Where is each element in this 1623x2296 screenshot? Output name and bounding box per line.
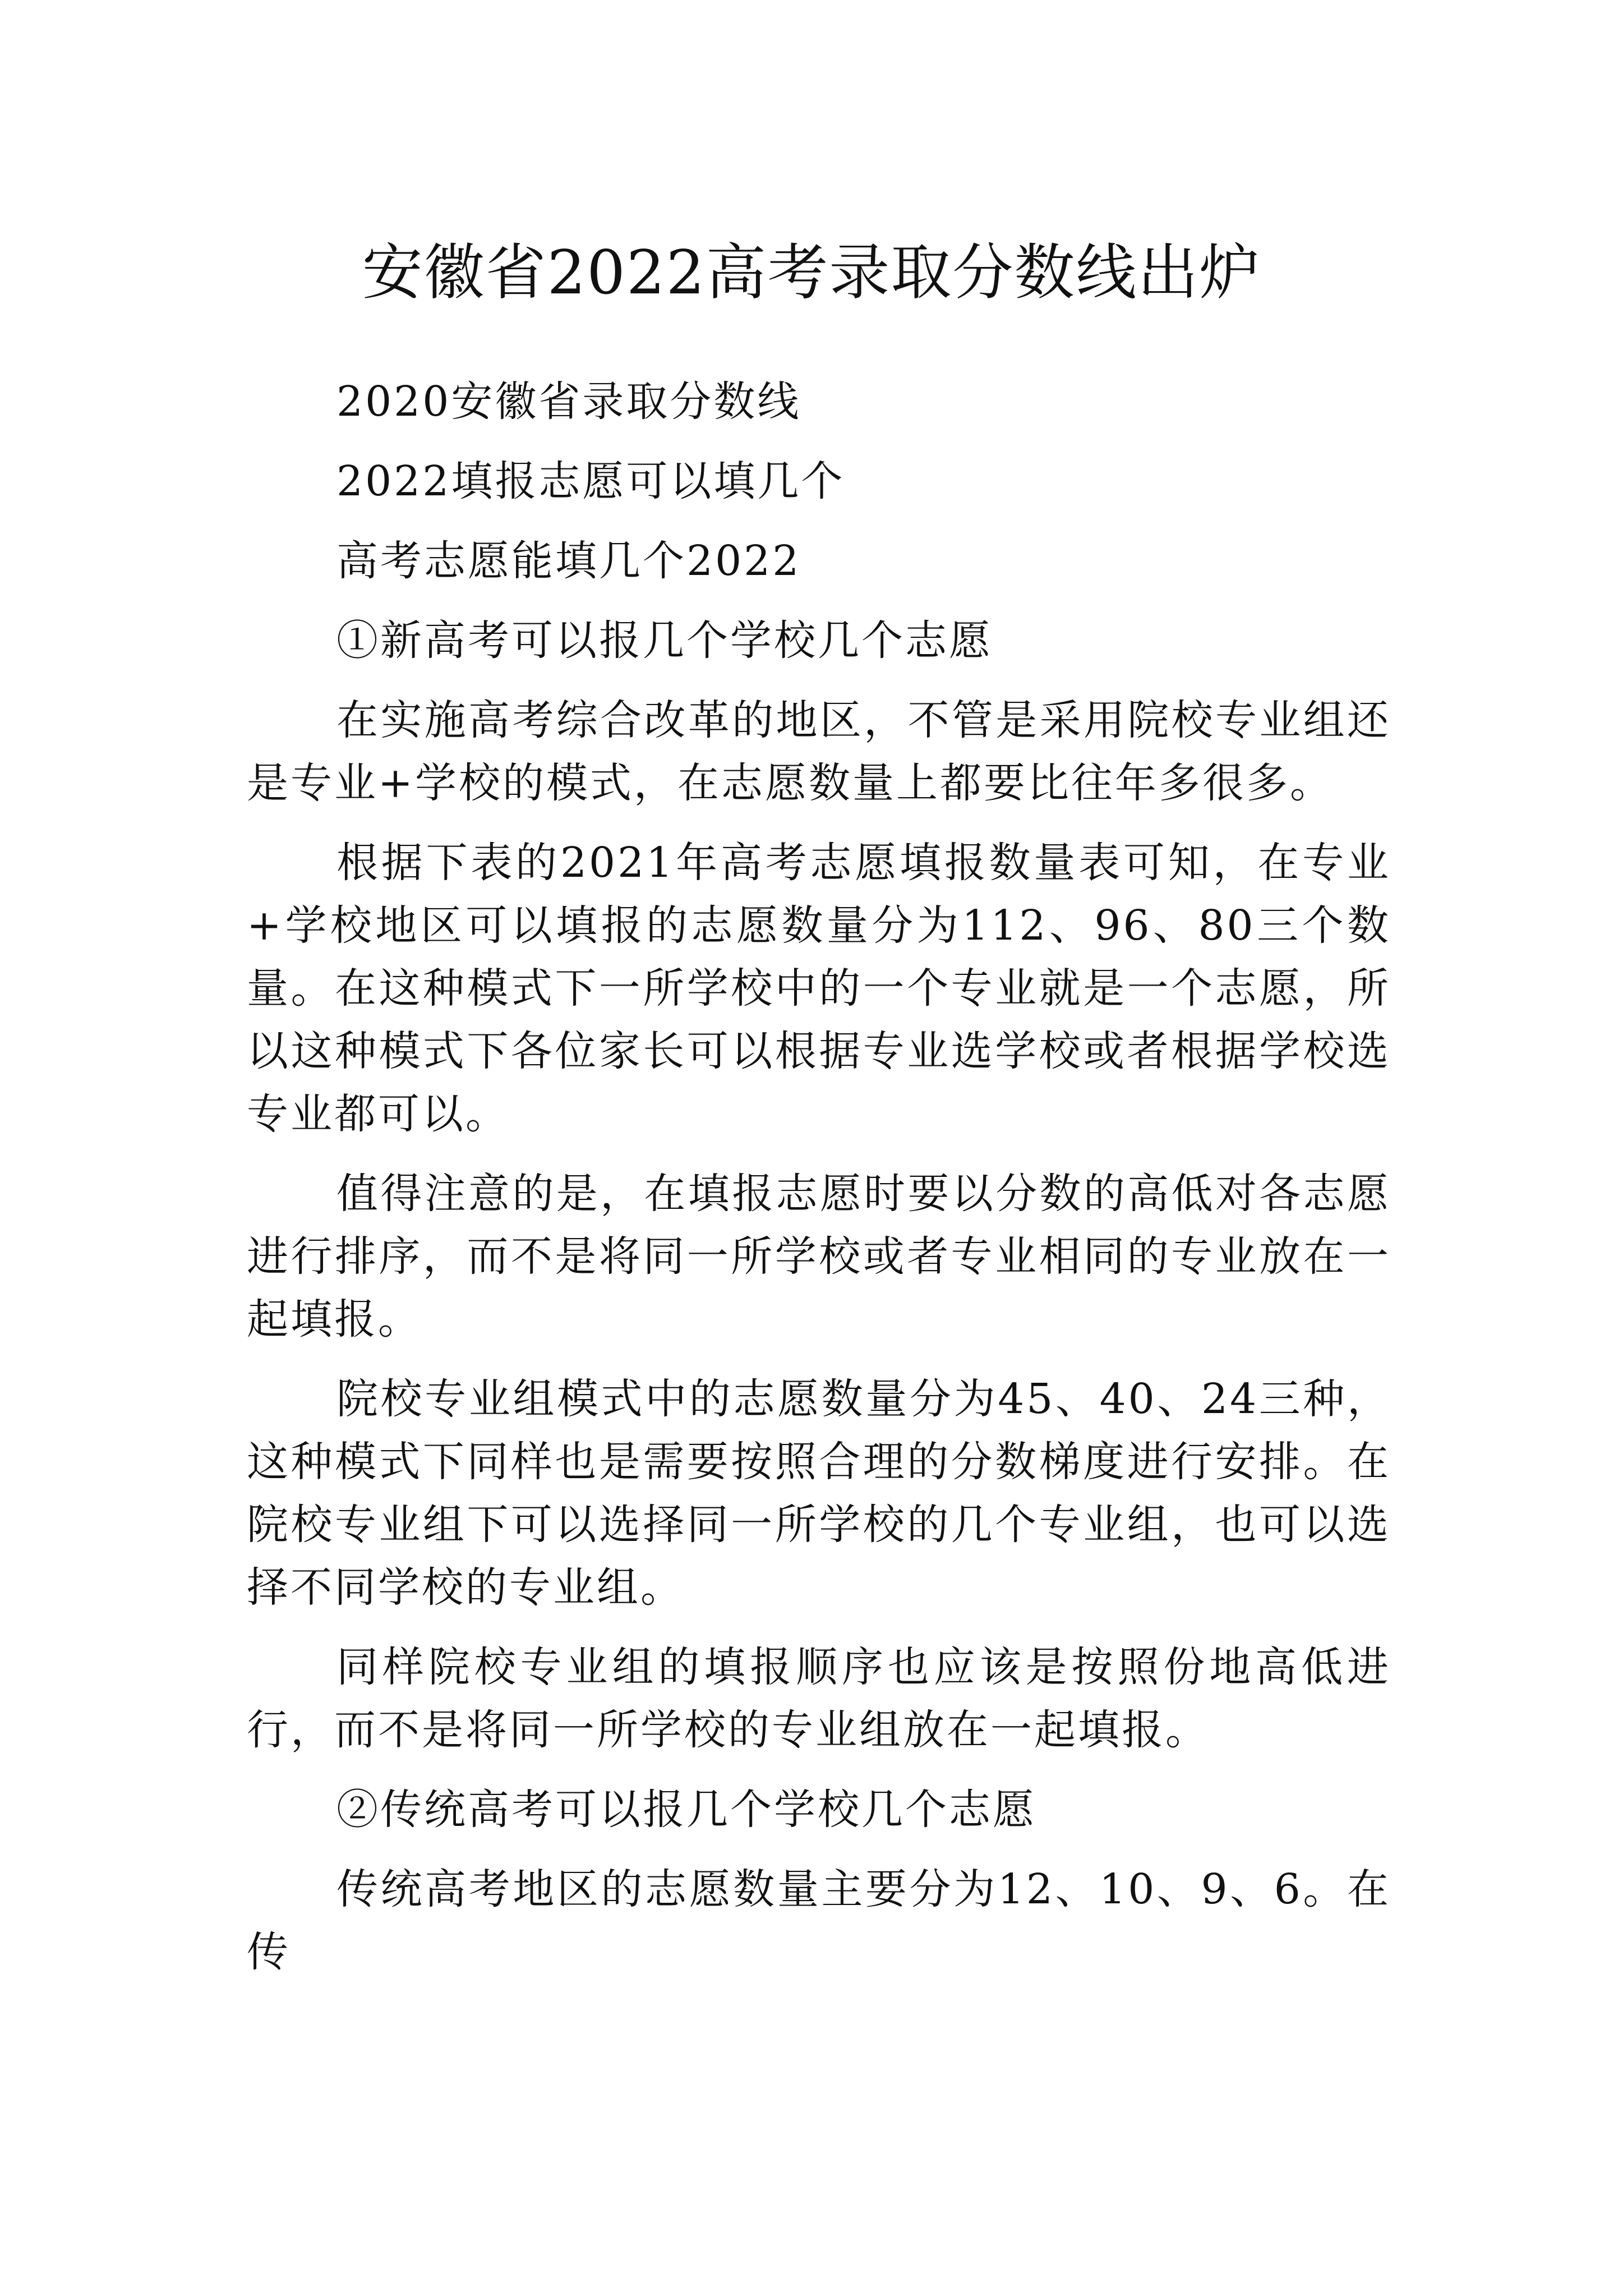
line-how-many-2022: 高考志愿能填几个2022 <box>336 537 801 585</box>
paragraph: 根据下表的2021年高考志愿填报数量表可知，在专业+学校地区可以填报的志愿数量分为112、96、80三个数量。在这种模式下一所学校中的一个专业就是一个志愿，所以这种模式下各位家长可以根据专业选学校或者根据学校选专业都可以。 <box>247 839 1391 1138</box>
subheading-traditional-gaokao: ②传统高考可以报几个学校几个志愿 <box>336 1786 1036 1834</box>
paragraph: 同样院校专业组的填报顺序也应该是按照份地高低进行，而不是将同一所学校的专业组放在一起填报。 <box>247 1643 1391 1754</box>
line-2022-how-many: 2022填报志愿可以填几个 <box>336 457 845 505</box>
paragraph-last: 传统高考地区的志愿数量主要分为12、10、9、6。在传 <box>247 1865 1391 1976</box>
paragraph: 值得注意的是，在填报志愿时要以分数的高低对各志愿进行排序，而不是将同一所学校或者专业相同的专业放在一起填报。 <box>247 1170 1391 1343</box>
document-body <box>247 370 1391 2000</box>
paragraph: 在实施高考综合改革的地区，不管是采用院校专业组还是专业+学校的模式，在志愿数量上都要比往年多很多。 <box>247 696 1391 807</box>
subheading-new-gaokao: ①新高考可以报几个学校几个志愿 <box>336 616 993 665</box>
paragraph: 院校专业组模式中的志愿数量分为45、40、24三种，这种模式下同样也是需要按照合理的分数梯度进行安排。在院校专业组下可以选择同一所学校的几个专业组，也可以选择不同学校的专业组。 <box>247 1375 1391 1612</box>
document-title: 安徽省2022高考录取分数线出炉 <box>362 238 1261 309</box>
line-2020-scores: 2020安徽省录取分数线 <box>336 378 801 426</box>
